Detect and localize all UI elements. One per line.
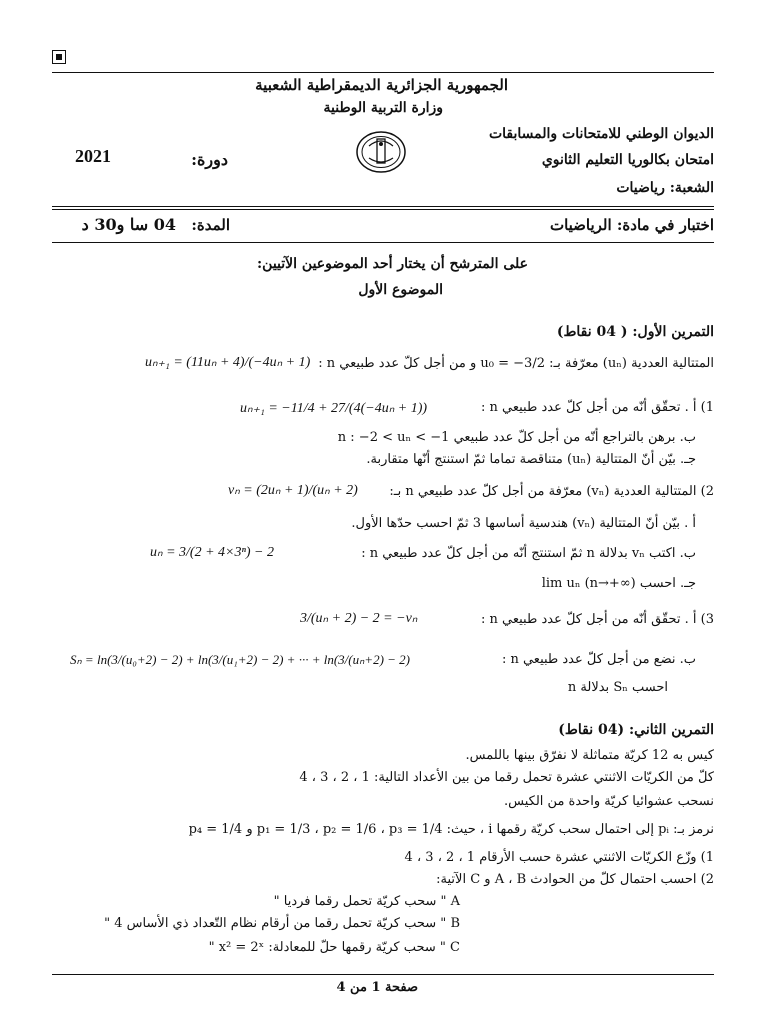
exercise2-title: التمرين الثاني: (04 نقاط) (558, 722, 714, 738)
ex1-q3b-text: ب. نضع من أجل كلّ عدد طبيعي n : (501, 652, 696, 667)
ex2-q1: 1) وزّع الكريّات الاثنتي عشرة حسب الأرقام 1 ، 2 ، 3 ، 4 (404, 850, 714, 865)
exercise1-title: التمرين الأول: ( 04 نقاط) (556, 324, 714, 340)
ex1-definition-formula: uₙ₊₁ = (11uₙ + 4)/(−4uₙ + 1) (145, 355, 311, 370)
corner-marker-icon (52, 50, 66, 64)
ministry-title: وزارة التربية الوطنية (323, 100, 443, 116)
duration-value: 04 سا و30 د (81, 215, 176, 234)
header-divider-1 (52, 206, 714, 207)
ex1-q1a-formula: uₙ₊₁ = −11/4 + 27/(4(−4uₙ + 1)) (240, 401, 428, 416)
choose-instruction: على المترشح أن يختار أحد الموضوعين الآتيين: (257, 256, 528, 272)
ex1-q1b: ب. برهن بالتراجع أنّه من أجل كلّ عدد طبيعي n : −2 < uₙ < −1 (337, 430, 696, 445)
ex1-q3a-text: 3) أ . تحقّق أنّه من أجل كلّ عدد طبيعي n : (481, 612, 714, 627)
ex2-q2: 2) احسب احتمال كلّ من الحوادث A ، B و C الآتية: (436, 872, 714, 887)
top-divider (52, 72, 714, 73)
ex2-event-a: A " سحب كريّة تحمل رقما فرديا " (273, 894, 460, 909)
ex1-q2a: أ . بيّن أنّ المتتالية (vₙ) هندسية أساسها 3 ثمّ احسب حدّها الأول. (351, 516, 696, 531)
ex2-event-b: B " سحب كريّة تحمل رقما من أرقام نظام التّعداد ذي الأساس 4 " (104, 916, 460, 931)
session-label: دورة: (191, 150, 228, 169)
ex1-q3b-end: احسب Sₙ بدلالة n (567, 680, 668, 695)
ex1-q2-formula: vₙ = (2uₙ + 1)/(uₙ + 2) (228, 483, 358, 498)
ex2-p4: نرمز بـ: pᵢ إلى احتمال سحب كريّة رقمها i ، حيث: p₁ = 1/3 ، p₂ = 1/6 ، p₃ = 1/4 و p₄ = 1/4 (188, 822, 714, 837)
ex2-p1: كيس به 12 كريّة متماثلة لا نفرّق بينها باللمس. (465, 748, 714, 763)
ex1-q2c: جـ. احسب lim uₙ (n→+∞) (541, 576, 696, 591)
ex2-p2: كلّ من الكريّات الاثنتي عشرة تحمل رقما من بين الأعداد التالية: 1 ، 2 ، 3 ، 4 (299, 770, 714, 785)
ex1-q1c: جـ. بيّن أنّ المتتالية (uₙ) متناقصة تماما ثمّ استنتج أنّها متقاربة. (366, 452, 696, 467)
subject-divider (52, 242, 714, 243)
ex2-p3: نسحب عشوائيا كريّة واحدة من الكيس. (504, 794, 714, 809)
duration-label: المدة: (191, 216, 230, 234)
page-number: صفحة 1 من 4 (336, 980, 418, 995)
ex1-q2b-text: ب. اكتب vₙ بدلالة n ثمّ استنتج أنّه من أجل كلّ عدد طبيعي n : (361, 546, 696, 561)
ex2-event-c: C " سحب كريّة رقمها حلّ للمعادلة: x² = 2ˣ " (208, 940, 460, 955)
topic-title: الموضوع الأول (358, 282, 443, 298)
session-year: 2021 (75, 146, 111, 166)
branch-label: الشعبة: رياضيات (616, 180, 714, 196)
ex1-definition-text: المتتالية العددية (uₙ) معرّفة بـ: u₀ = −3/2 و من أجل كلّ عدد طبيعي n : (318, 356, 714, 371)
republic-title: الجمهورية الجزائرية الديمقراطية الشعبية (255, 76, 508, 94)
subject-label: اختبار في مادة: الرياضيات (549, 216, 714, 234)
office-name: الديوان الوطني للامتحانات والمسابقات (488, 126, 714, 142)
ex1-q3a-formula: 3/(uₙ + 2) − 2 = −vₙ (300, 611, 418, 626)
header-divider-2 (52, 209, 714, 210)
ex1-q1a-text: 1) أ . تحقّق أنّه من أجل كلّ عدد طبيعي n : (481, 400, 714, 415)
ex1-q2-text: 2) المتتالية العددية (vₙ) معرّفة من أجل كلّ عدد طبيعي n بـ: (389, 484, 714, 499)
footer-divider (52, 974, 714, 975)
exam-name: امتحان بكالوريا التعليم الثانوي (541, 152, 714, 168)
ex1-q3b-formula: Sₙ = ln(3/(u₀+2) − 2) + ln(3/(u₁+2) − 2) + ··· + ln(3/(uₙ+2) − 2) (70, 652, 410, 667)
ex1-q2b-formula: uₙ = 3/(2 + 4×3ⁿ) − 2 (150, 545, 274, 560)
ministry-logo (355, 130, 407, 178)
